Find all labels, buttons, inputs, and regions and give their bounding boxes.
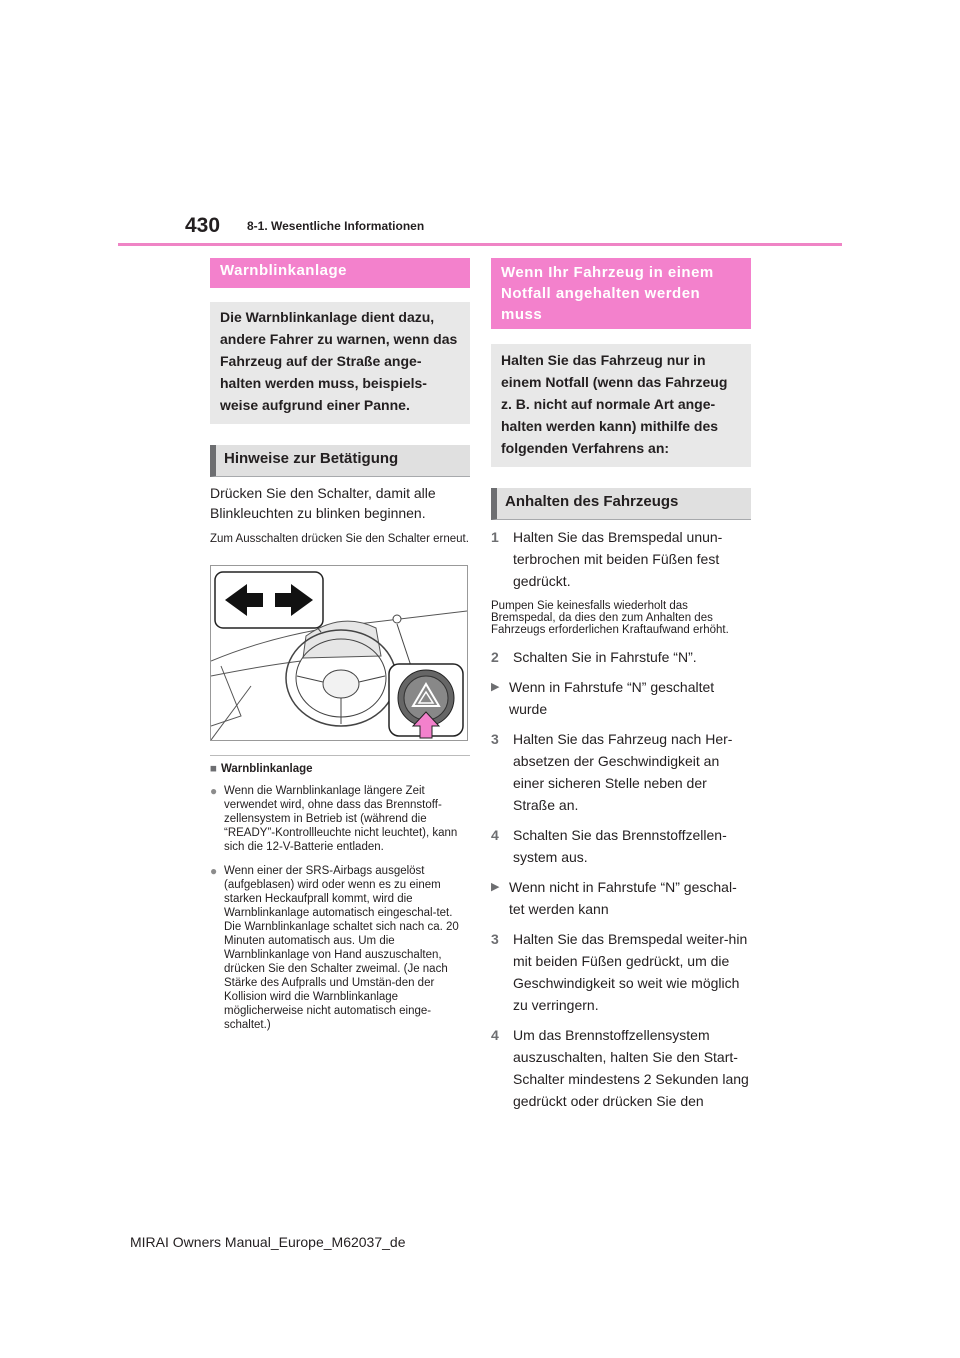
instruction-small: Zum Ausschalten drücken Sie den Schalter erneut. [210,533,469,545]
step-1 [491,526,751,592]
case-1-text: Wenn in Fahrstufe “N” geschaltet wurde [509,679,715,717]
emergency-intro-box: Halten Sie das Fahrzeug nur in einem Notfall (wenn das Fahrzeug z. B. nicht auf normale Art ange-halten werden kann) mithilfe des folgenden Verfahrens an: [491,344,751,467]
right-column [491,258,751,1112]
case-2 [491,876,751,920]
step-3b [491,928,751,1016]
triangle-bullet-icon: ▶ [491,881,500,893]
step-2-number: 2 [491,649,499,665]
step-3 [491,728,751,816]
left-column [210,258,470,1032]
instruction-text: Drücken Sie den Schalter, damit alle Blinkleuchten zu blinken beginnen. [210,485,436,521]
dashboard-illustration [211,566,467,740]
page-number: 430 [185,214,221,237]
step-1-note: Pumpen Sie keinesfalls wiederholt das Bremspedal, da dies den zum Anhalten des Fahrzeugs erforderlichen Kraftaufwand erhöht. [491,600,729,636]
hazard-heading: Warnblinkanlage [210,258,470,288]
case-2-text: Wenn nicht in Fahrstufe “N” geschal-tet werden kann [509,879,737,917]
step-3b-text: Halten Sie das Bremspedal weiter-hin mit beiden Füßen gedrückt, um die Geschwindigkeit so weit wie möglich zu verringern. [513,931,748,1013]
step-4-text: Schalten Sie das Brennstoffzellen-system aus. [513,827,727,865]
hazard-switch-figure [210,565,468,741]
step-1-number: 1 [491,529,499,545]
emergency-heading: Wenn Ihr Fahrzeug in einem Notfall angehalten werden muss [491,258,751,329]
triangle-bullet-icon: ▶ [491,681,500,693]
hazard-intro-box: Die Warnblinkanlage dient dazu, andere Fahrer zu warnen, wenn das Fahrzeug auf der Straße ange-halten werden muss, beispiels-weise aufgrund einer Panne. [210,302,470,424]
circle-bullet-icon: ● [210,784,218,798]
operation-subheading: Hinweise zur Betätigung [210,445,470,477]
footer-text: MIRAI Owners Manual_Europe_M62037_de [130,1234,406,1250]
step-2 [491,646,751,668]
step-4b-text: Um das Brennstoffzellensystem auszuschalten, halten Sie den Start-Schalter mindestens 2 Sekunden lang gedrückt oder drücken Sie den [513,1027,749,1109]
stop-vehicle-subheading: Anhalten des Fahrzeugs [491,488,751,520]
step-4b-number: 4 [491,1027,499,1043]
note-1 [210,784,470,854]
note-2 [210,864,470,1032]
step-4b [491,1024,751,1112]
step-2-text: Schalten Sie in Fahrstufe “N”. [513,649,697,665]
notes-title [210,762,470,776]
step-4-number: 4 [491,827,499,843]
note-1-text: Wenn die Warnblinkanlage längere Zeit verwendet wird, ohne dass das Brennstoff-zellensystem in Betrieb ist (während die “READY”-Kontrollleuchte nicht leuchtet), kann sich die 12-V-Batterie entladen. [224,785,458,853]
step-3-number: 3 [491,731,499,747]
note-2-text: Wenn einer der SRS-Airbags ausgelöst (aufgeblasen) wird oder wenn es zu einem starken Heckaufprall kommt, wird die Warnblinkanlage automatisch eingeschal-tet. Die Warnblinkanlage schaltet sich nach ca. 20 Minuten automatisch aus. Um die Warnblinkanlage von Hand auszuschalten, drücken Sie den Schalter zweimal. (Je nach Stärke des Aufpralls und Umstän-den der Kollision wird die Warnblinkanlage möglicherweise nicht automatisch einge-schaltet.) [224,865,459,1031]
step-1-text: Halten Sie das Bremspedal unun-terbrochen mit beiden Füßen fest gedrückt. [513,529,723,589]
header-rule [118,243,842,246]
case-1 [491,676,751,720]
step-3b-number: 3 [491,931,499,947]
section-title: 8-1. Wesentliche Informationen [247,219,425,233]
step-3-text: Halten Sie das Fahrzeug nach Her-absetzen der Geschwindigkeit an einer sicheren Stelle neben der Straße an. [513,731,733,813]
figure-rule [210,755,470,756]
circle-bullet-icon: ● [210,864,218,878]
square-bullet-icon: ■ [210,763,217,775]
notes-title-text: Warnblinkanlage [220,763,313,775]
step-4 [491,824,751,868]
